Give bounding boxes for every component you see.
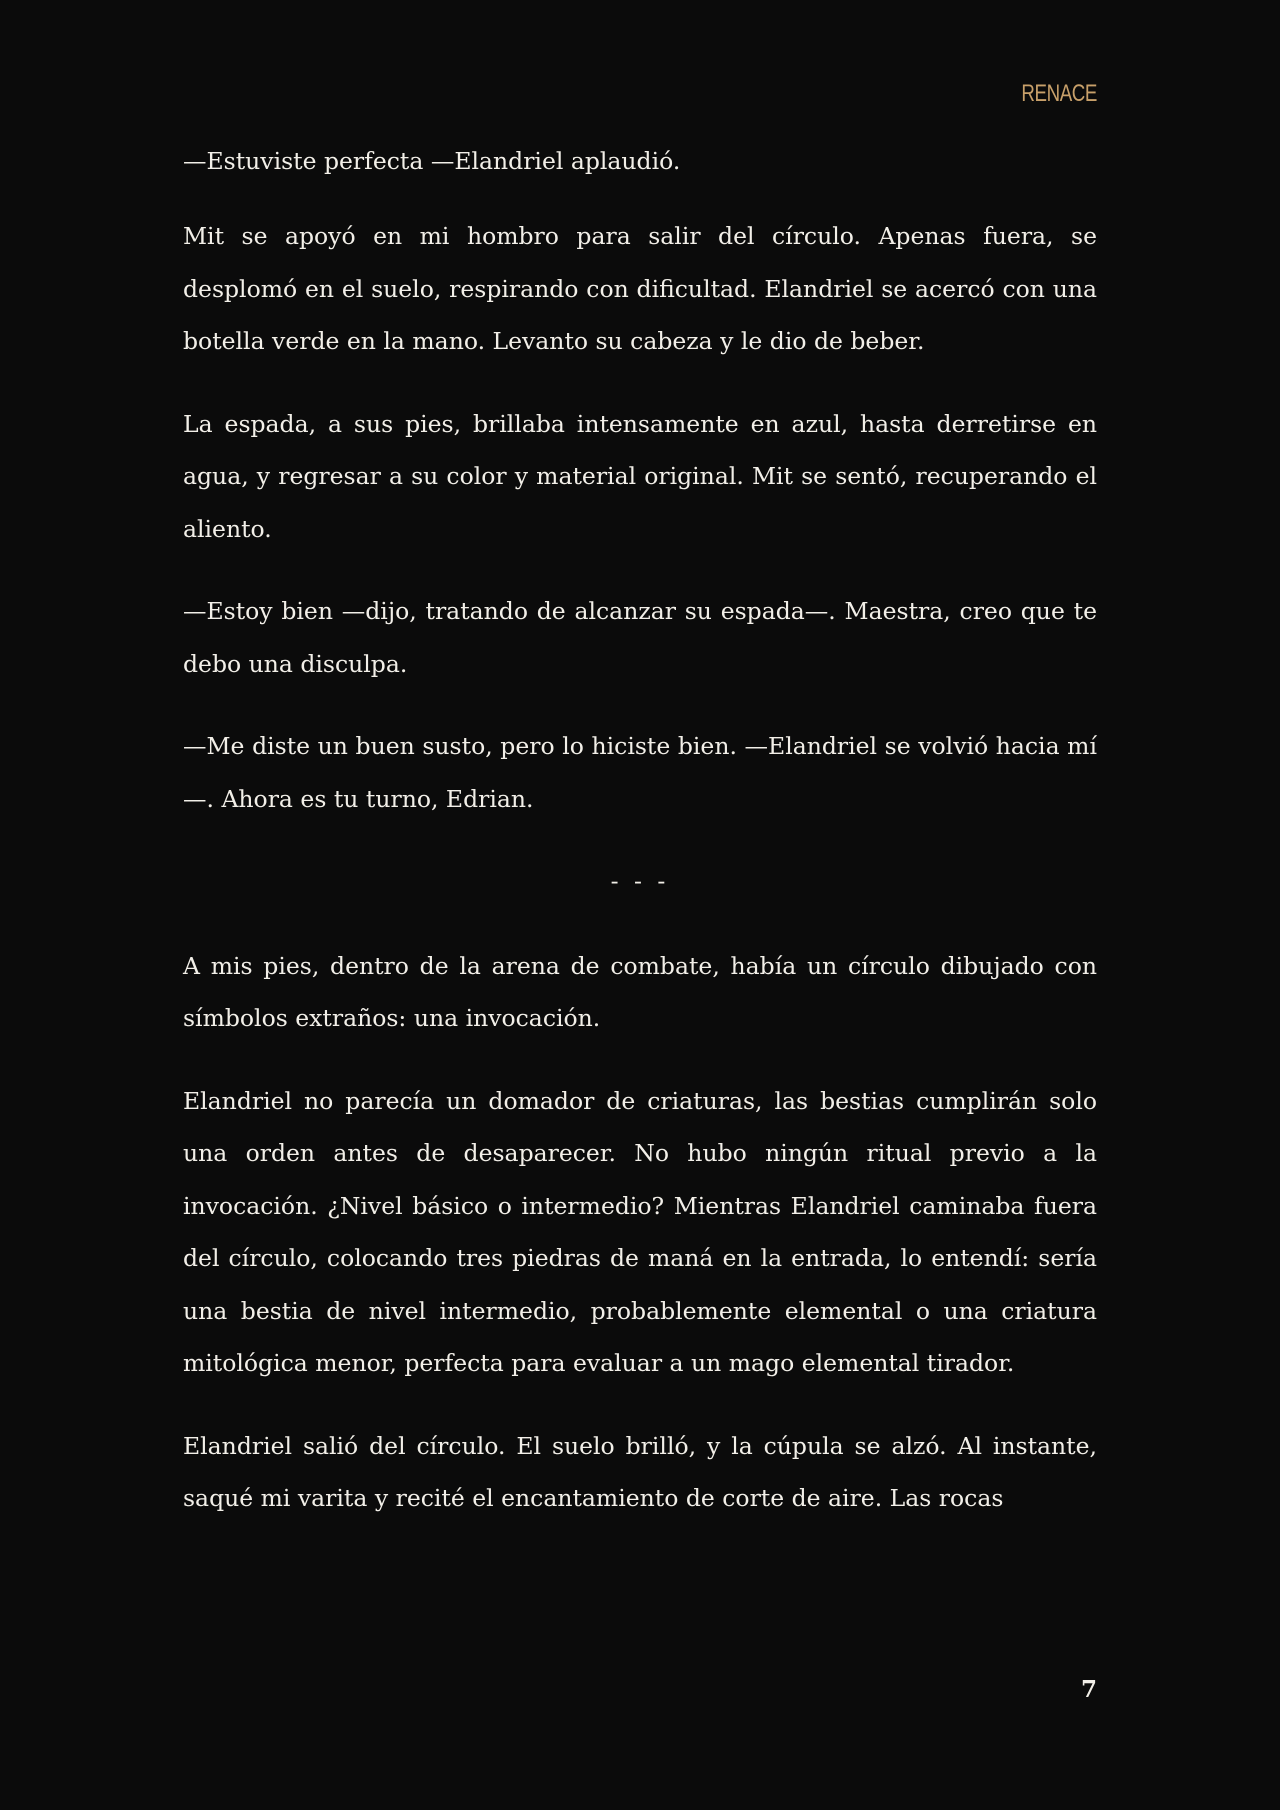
paragraph: Elandriel salió del círculo. El suelo brilló, y la cúpula se alzó. Al instante, saqué mi varita y recité el encantamiento de corte de aire. Las rocas	[183, 1431, 1097, 1512]
paragraph: A mis pies, dentro de la arena de combate, había un círculo dibujado con símbolos extraños: una invocación.	[183, 951, 1097, 1032]
paragraph: —Me diste un buen susto, pero lo hiciste bien. —Elandriel se volvió hacia mí—. Ahora es tu turno, Edrian.	[183, 732, 1097, 813]
paragraph: Elandriel no parecía un domador de criaturas, las bestias cumplirán solo una orden antes de desaparecer. No hubo ningún ritual previo a la invocación. ¿Nivel básico o intermedio? Mientras Elandriel caminaba fuera del círculo, colocando tres piedras de maná en la entrada, lo entendí: sería una bestia de nivel intermedio, probablemente elemental o una criatura mitológica menor, perfecta para evaluar a un mago elemental tirador.	[183, 1086, 1097, 1377]
page-body-text	[183, 148, 1097, 1555]
paragraph: La espada, a sus pies, brillaba intensamente en azul, hasta derretirse en agua, y regresar a su color y material original. Mit se sentó, recuperando el aliento.	[183, 409, 1097, 543]
running-header-title: RENACE	[1021, 80, 1097, 107]
paragraph: —Estoy bien —dijo, tratando de alcanzar su espada—. Maestra, creo que te debo una disculpa.	[183, 597, 1097, 678]
paragraph: Mit se apoyó en mi hombro para salir del círculo. Apenas fuera, se desplomó en el suelo, respirando con dificultad. Elandriel se acercó con una botella verde en la mano. Levanto su cabeza y le dio de beber.	[183, 222, 1097, 355]
scene-break: - - -	[610, 867, 670, 895]
page-number: 7	[1080, 1676, 1097, 1703]
paragraph: —Estuviste perfecta —Elandriel aplaudió.	[183, 147, 681, 175]
book-page	[183, 0, 1097, 1810]
